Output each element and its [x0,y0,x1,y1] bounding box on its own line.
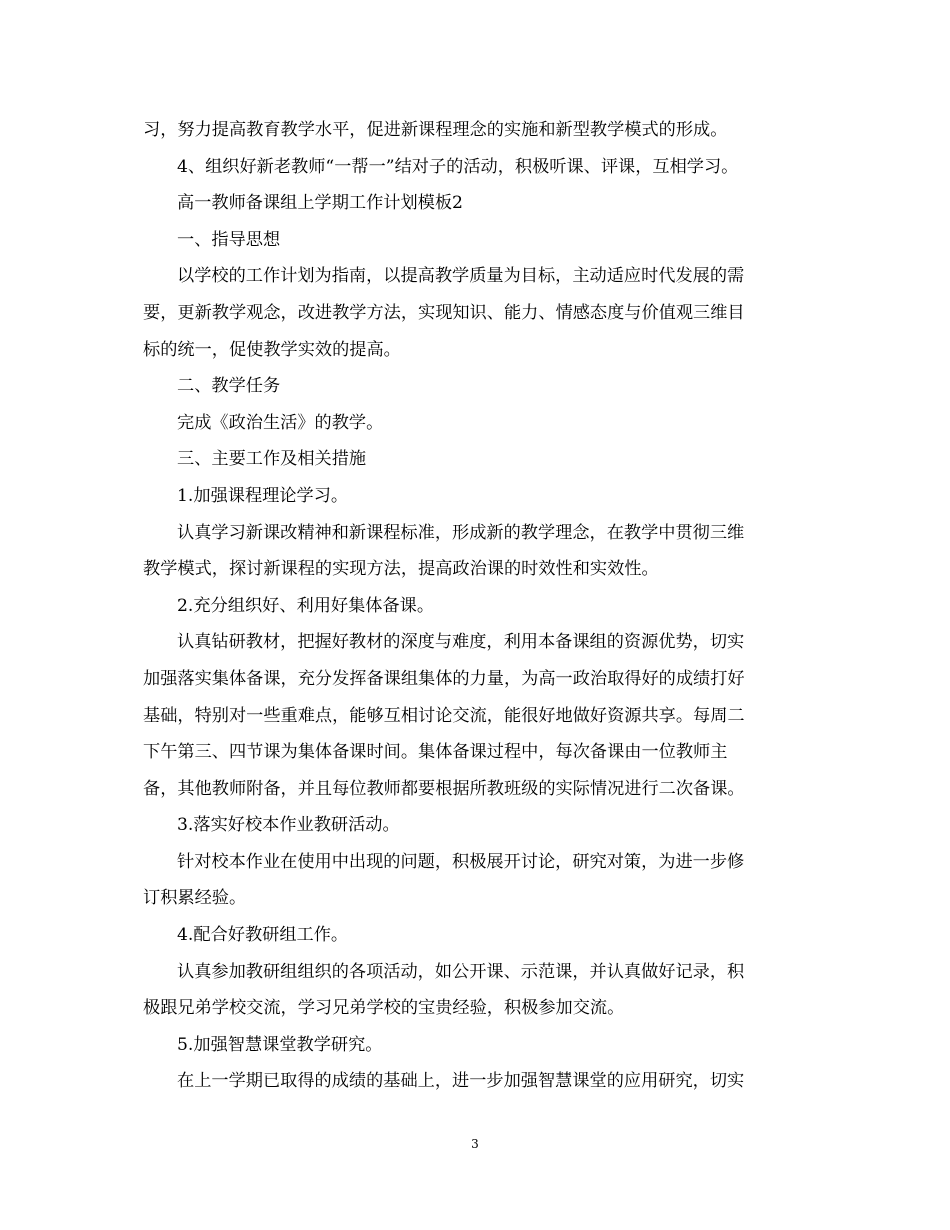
text-line: 高一教师备课组上学期工作计划模板2 [177,193,463,214]
text-line: 4、组织好新老教师“一帮一”结对子的活动，积极听课、评课，互相学习。 [177,156,739,177]
text-line: 一、指导思想 [177,229,281,250]
text-line: 习，努力提高教育教学水平，促进新课程理念的实施和新型教学模式的形成。 [143,120,728,140]
text-line: 4.配合好教研组工作。 [177,925,349,946]
page-number: 3 [471,1137,479,1151]
text-line: 以学校的工作计划为指南，以提高教学质量为目标，主动适应时代发展的需 [177,266,745,287]
body-text [143,112,803,1100]
text-line: 标的统一，促使教学实效的提高。 [143,339,401,360]
text-line: 加强落实集体备课，充分发挥备课组集体的力量，为高一政治取得好的成绩打好 [143,668,745,689]
text-line: 3.落实好校本作业教研活动。 [177,815,400,836]
text-line: 要，更新教学观念，改进教学方法，实现知识、能力、情感态度与价值观三维目 [143,302,745,323]
text-line: 认真钻研教材，把握好教材的深度与难度，利用本备课组的资源优势，切实 [177,632,745,653]
text-line: 备，其他教师附备，并且每位教师都要根据所教班级的实际情况进行二次备课。 [143,778,745,799]
text-line: 教学模式，探讨新课程的实现方法，提高政治课的时效性和实效性。 [143,559,659,580]
text-line: 在上一学期已取得的成绩的基础上，进一步加强智慧课堂的应用研究，切实 [177,1071,745,1092]
text-line: 认真参加教研组组织的各项活动，如公开课、示范课，并认真做好记录，积 [177,961,745,982]
text-line: 完成《政治生活》的教学。 [177,412,384,433]
text-line: 下午第三、四节课为集体备课时间。集体备课过程中，每次备课由一位教师主 [143,742,728,763]
text-line: 基础，特别对一些重难点，能够互相讨论交流，能很好地做好资源共享。每周二 [143,705,745,726]
text-line: 针对校本作业在使用中出现的问题，积极展开讨论，研究对策，为进一步修 [177,851,745,872]
text-line: 5.加强智慧课堂教学研究。 [177,1034,383,1055]
text-line: 二、教学任务 [177,376,281,397]
text-line: 极跟兄弟学校交流，学习兄弟学校的宝贵经验，积极参加交流。 [143,998,625,1019]
text-line: 2.充分组织好、利用好集体备课。 [177,595,435,616]
text-line: 1.加强课程理论学习。 [177,485,349,506]
text-line: 订积累经验。 [143,888,247,909]
text-line: 三、主要工作及相关措施 [177,449,367,470]
text-line: 认真学习新课改精神和新课程标准，形成新的教学理念，在教学中贯彻三维 [177,522,745,543]
